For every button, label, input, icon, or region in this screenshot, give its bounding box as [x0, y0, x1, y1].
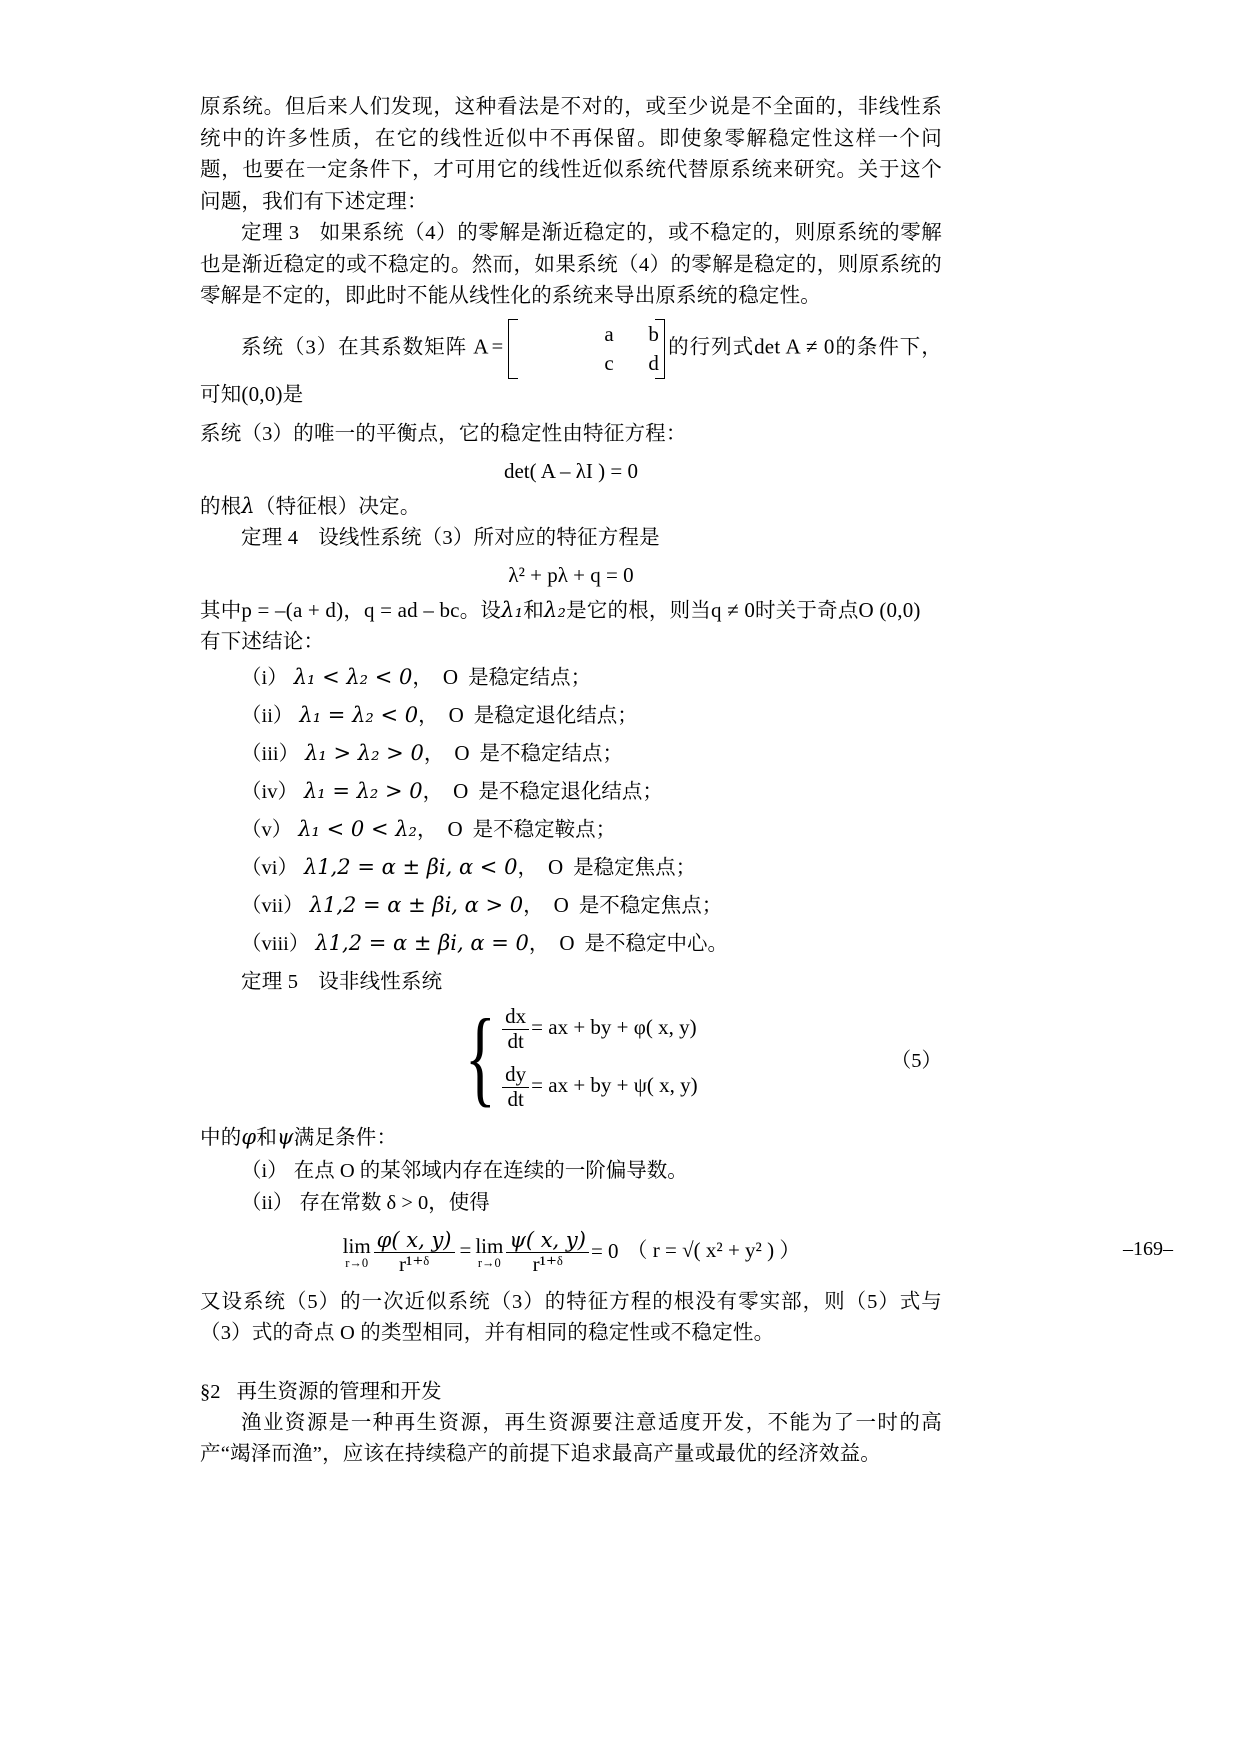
list-desc: 是稳定结点； [468, 666, 592, 689]
list-item [200, 659, 942, 697]
q-expression: q = ad – bc [364, 597, 460, 622]
theorem-3-label: 定理 3 [241, 222, 300, 244]
equation-determinant-text: det( A – λI ) = 0 [503, 458, 638, 483]
system-5-row-2 [500, 1058, 697, 1116]
where-and: 和 [523, 599, 544, 622]
theorem-5-text: 设非线性系统 [318, 970, 443, 993]
section-number: §2 [200, 1380, 221, 1403]
theorem-5-label: 定理 5 [241, 970, 299, 993]
paragraph-closing: 又设系统（5）的一次近似系统（3）的特征方程的根没有零实部，则（5）式与（3）式的奇点 O 的类型相同，并有相同的稳定性或不稳定性。 [200, 1290, 942, 1345]
list-item [200, 887, 942, 925]
where-mid: 。设 [459, 599, 502, 622]
list-math: λ₁ = λ₂ < 0 [299, 702, 419, 727]
limit-label: lim [475, 1233, 504, 1258]
system-5 [200, 1000, 942, 1116]
matrix-sentence-middle: 的行列式 [667, 336, 755, 359]
list-item [200, 773, 942, 811]
list-math: λ1,2 = α ± βi, α = 0 [315, 930, 529, 955]
psi-symbol: ψ [277, 1125, 294, 1150]
where-tail: 有下述结论： [200, 631, 325, 653]
section-2-heading [200, 1376, 942, 1408]
singular-point-O: O (0,0) [858, 597, 921, 622]
matrix-sentence [200, 319, 942, 412]
equals-sign: = [491, 336, 504, 359]
section-title: 再生资源的管理和开发 [236, 1380, 442, 1403]
section-2-body: 渔业资源是一种再生资源，再生资源要注意适度开发，不能为了一时的高产“竭泽而渔”，应该在持续稳产的前提下追求最高产量或最优的经济效益。 [200, 1411, 942, 1466]
system-5-rows [500, 1000, 697, 1116]
where-line [200, 595, 942, 659]
list-desc: 是不稳定焦点； [578, 894, 723, 917]
theorem-4-text: 设线性系统（3）所对应的特征方程是 [318, 527, 660, 549]
list-separator: ， [528, 932, 550, 955]
matrix-row [522, 349, 660, 378]
condition-text: 存在常数 δ > 0，使得 [299, 1191, 490, 1214]
conclusions-list [200, 659, 942, 963]
list-point: O [448, 702, 464, 727]
list-point: O [442, 664, 459, 689]
list-point: O [553, 892, 569, 917]
list-math: λ₁ = λ₂ > 0 [303, 778, 423, 803]
fraction-denominator: dt [507, 1086, 524, 1111]
fraction-numerator: ψ( x, y) [506, 1229, 589, 1254]
matrix-body [518, 319, 660, 379]
condition-text: 在点 O 的某邻域内存在连续的一阶偏导数。 [293, 1159, 688, 1182]
equation-characteristic-text: λ² + pλ + q = 0 [508, 562, 634, 587]
where-mid2: 是它的根，则当 [566, 599, 711, 622]
root-line [200, 491, 942, 524]
list-separator: ， [412, 666, 433, 689]
condition-enumerator: （ii） [241, 1191, 294, 1214]
theorem-4-block [200, 523, 942, 555]
matrix-cell: a [604, 321, 614, 346]
left-brace-glyph: { [465, 998, 497, 1118]
list-item [200, 925, 942, 963]
equation-number-5: （5） [890, 1050, 942, 1073]
fraction-denominator: dt [507, 1028, 524, 1053]
matrix-bracket-right [655, 319, 665, 379]
list-separator: ， [416, 818, 438, 841]
limit-subscript: r→0 [345, 1256, 369, 1271]
lambda-1: λ₁ [501, 597, 524, 622]
equilibrium-line: 系统（3）的唯一的平衡点，它的稳定性由特征方程： [200, 423, 687, 445]
where-comma: ， [343, 599, 365, 622]
derivative-dx-dt [502, 1005, 529, 1053]
equation-determinant [200, 455, 942, 487]
fraction-numerator: dx [502, 1005, 529, 1030]
matrix-cell: d [648, 350, 660, 375]
list-point: O [559, 930, 575, 955]
list-separator: ， [523, 894, 544, 917]
origin-point: (0,0) [241, 381, 283, 406]
list-desc: 是稳定退化结点； [473, 704, 638, 727]
list-item [200, 697, 942, 735]
list-enumerator: （iv） [241, 780, 298, 803]
list-enumerator: （vi） [241, 856, 298, 879]
list-item [200, 849, 942, 887]
list-separator: ， [422, 780, 444, 803]
theorem-5-block [200, 967, 942, 999]
theorem-4-label: 定理 4 [241, 527, 299, 549]
list-math: λ₁ < λ₂ < 0 [293, 664, 413, 689]
condition-intro-and: 和 [256, 1127, 278, 1150]
matrix-cell: b [648, 321, 660, 346]
p-expression: p = –(a + d) [241, 597, 344, 622]
system-5-row-2-rhs: = ax + by + ψ( x, y) [531, 1072, 698, 1097]
condition-item [200, 1187, 942, 1219]
condition-intro-prefix: 中的 [200, 1127, 242, 1150]
list-enumerator: （i） [241, 666, 288, 689]
matrix-sentence-prefix: 系统（3）在其系数矩阵 [241, 336, 468, 359]
list-separator: ， [517, 856, 538, 879]
list-point: O [447, 816, 463, 841]
matrix-bracket-left [508, 319, 518, 379]
root-line-prefix: 的根 [200, 495, 242, 518]
system-5-row-1 [500, 1000, 697, 1058]
paragraph-intro: 原系统。但后来人们发现，这种看法是不对的，或至少说是不全面的，非线性系统中的许多性质，在它的线性近似中不再保留。即使象零解稳定性这样一个问题，也要在一定条件下，才可用它的线性近似系统代替原系统来研究。关于这个问题，我们有下述定理： [200, 96, 942, 213]
limit-label: lim [342, 1233, 371, 1258]
list-math: λ₁ < 0 < λ₂ [298, 816, 417, 841]
page-content [200, 92, 942, 1471]
where-prefix: 其中 [200, 599, 242, 622]
fraction-denominator: r¹⁺ᵟ [399, 1252, 430, 1277]
list-enumerator: （v） [241, 818, 293, 841]
fraction-denominator: r¹⁺ᵟ [532, 1252, 563, 1277]
list-point: O [454, 740, 470, 765]
list-enumerator: （ii） [241, 704, 294, 727]
list-point: O [547, 854, 564, 879]
page-number: –169– [1123, 1238, 1173, 1260]
list-item [200, 735, 942, 773]
derivative-dy-dt [502, 1063, 529, 1111]
list-desc: 是不稳定鞍点； [472, 818, 617, 841]
phi-symbol: φ [241, 1125, 257, 1150]
conditions-list [200, 1155, 942, 1219]
list-separator: ， [418, 704, 439, 727]
matrix-cell: c [604, 350, 614, 375]
limit-note: （ r = √( x² + y² ) ） [626, 1238, 801, 1263]
limit-equals-1: = [459, 1238, 472, 1263]
list-enumerator: （vii） [241, 894, 304, 917]
theorem-3-text: 如果系统（4）的零解是渐近稳定的，或不稳定的，则原系统的零解也是渐近稳定的或不稳定的。然而，如果系统（4）的零解是稳定的，则原系统的零解是不定的，即此时不能从线性化的系统来导出原系统的稳定性。 [200, 222, 942, 307]
where-mid3: 时关于奇点 [755, 599, 859, 622]
system-5-row-1-rhs: = ax + by + φ( x, y) [531, 1014, 697, 1039]
fraction-numerator: φ( x, y) [374, 1229, 455, 1254]
list-separator: ， [423, 742, 445, 765]
list-item [200, 811, 942, 849]
system-5-wrapper [200, 1000, 942, 1116]
list-desc: 是不稳定退化结点； [478, 780, 663, 803]
list-math: λ1,2 = α ± βi, α > 0 [309, 892, 524, 917]
coefficient-matrix [508, 319, 665, 379]
list-enumerator: （iii） [241, 742, 300, 765]
condition-intro-suffix: 满足条件： [293, 1127, 398, 1150]
matrix-variable-A: A [473, 334, 489, 359]
list-point: O [453, 778, 469, 803]
matrix-sentence-tail: 是 [282, 383, 304, 406]
limit-result: = 0 [590, 1238, 619, 1263]
equation-characteristic [200, 559, 942, 591]
matrix-row [522, 320, 660, 349]
list-math: λ1,2 = α ± βi, α < 0 [303, 854, 518, 879]
lambda-2: λ₂ [543, 597, 567, 622]
condition-enumerator: （i） [241, 1159, 288, 1182]
list-enumerator: （viii） [241, 932, 310, 955]
root-line-suffix: （特征根）决定。 [254, 495, 421, 518]
fraction-numerator: dy [502, 1063, 529, 1088]
condition-intro [200, 1122, 942, 1155]
list-desc: 是不稳定结点； [479, 742, 623, 765]
limit-subscript: r→0 [477, 1256, 501, 1271]
lambda-symbol: λ [241, 493, 255, 518]
q-condition: q ≠ 0 [711, 597, 756, 622]
determinant-expression: det A ≠ 0 [754, 334, 835, 359]
condition-item [200, 1155, 942, 1187]
list-desc: 是稳定焦点； [573, 856, 697, 879]
list-math: λ₁ > λ₂ > 0 [305, 740, 424, 765]
list-desc: 是不稳定中心。 [584, 932, 728, 955]
matrix-sentence-suffix: 的条件下，可知 [200, 336, 942, 406]
theorem-3-block [200, 218, 942, 313]
